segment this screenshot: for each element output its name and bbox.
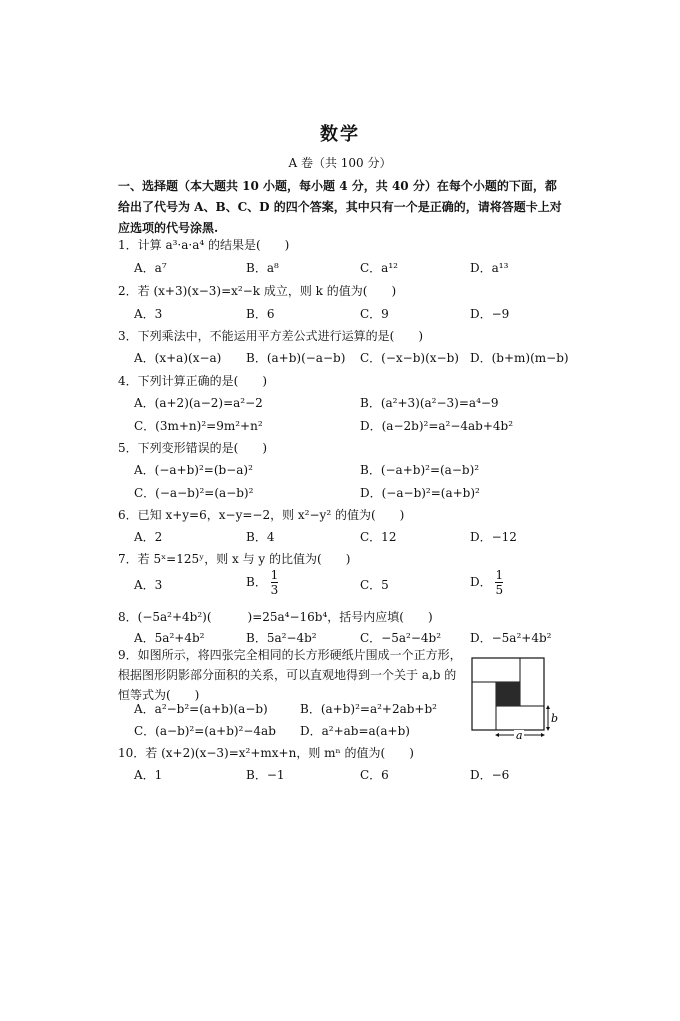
question-9-stem: 9．如图所示，将四张完全相同的长方形硬纸片围成一个正方形，根据图形阴影部分面积的关系，可以直观地得到一个关于 a,b 的恒等式为( ) (118, 648, 462, 702)
rectangle-right (520, 658, 544, 706)
question-6-option-d: D．−12 (470, 530, 517, 544)
fraction-denominator: 5 (495, 583, 504, 597)
fraction-denominator: 3 (270, 583, 279, 597)
question-7-option-b (246, 568, 278, 597)
question-10-option-c: C．6 (360, 768, 389, 782)
a-arrow-left (495, 733, 499, 737)
question-2-option-d: D．−9 (470, 307, 510, 321)
section-intro: 一、选择题（本大题共 10 小题，每小题 4 分，共 40 分）在每个小题的下面，都给出了代号为 A、B、C、D 的四个答案，其中只有一个是正确的，请将答题卡上对应选项的代号涂黑. (118, 179, 562, 235)
question-9-option-c: C．(a−b)²=(a+b)²−4ab (134, 724, 276, 738)
question-2-option-c: C．9 (360, 307, 389, 321)
question-7-option-b-fraction (271, 568, 279, 597)
page-title: 数学 (320, 124, 360, 145)
question-10-option-a: A．1 (134, 768, 163, 782)
question-8-option-b: B．5a²−4b² (246, 631, 317, 645)
shaded-center-square (496, 682, 520, 706)
question-3-stem: 3．下列乘法中，不能运用平方差公式进行运算的是( ) (118, 329, 424, 343)
question-9-option-b: B．(a+b)²=a²+2ab+b² (300, 702, 437, 716)
question-4-option-c: C．(3m+n)²=9m²+n² (134, 419, 263, 433)
question-10-option-b: B．−1 (246, 768, 285, 782)
question-7-option-c: C．5 (360, 578, 389, 592)
rectangle-bottom (496, 706, 544, 730)
a-arrow-right (541, 733, 545, 737)
question-7-option-d-label: D． (470, 575, 492, 589)
question-2-option-b: B．6 (246, 307, 275, 321)
question-6-option-c: C．12 (360, 530, 397, 544)
question-1-option-c: C．a¹² (360, 261, 398, 275)
question-5-option-d: D．(−a−b)²=(a+b)² (360, 486, 480, 500)
question-3-option-d: D．(b+m)(m−b) (470, 351, 569, 365)
question-7-stem: 7．若 5ˣ=125ʸ，则 x 与 y 的比值为( ) (118, 552, 351, 566)
question-1-stem: 1．计算 a³·a·a⁴ 的结果是( ) (118, 238, 290, 252)
section-subtitle: A 卷（共 100 分） (288, 156, 392, 170)
question-10-option-d: D．−6 (470, 768, 510, 782)
question-7-option-d (470, 568, 503, 597)
question-5-option-b: B．(−a+b)²=(a−b)² (360, 463, 480, 477)
question-8-option-d: D．−5a²+4b² (470, 631, 552, 645)
question-1-option-b: B．a⁸ (246, 261, 279, 275)
question-5-option-a: A．(−a+b)²=(b−a)² (134, 463, 253, 477)
question-3-option-c: C．(−x−b)(x−b) (360, 351, 459, 365)
question-3-option-b: B．(a+b)(−a−b) (246, 351, 346, 365)
question-8-stem: 8．(−5a²+4b²)( )=25a⁴−16b⁴，括号内应填( ) (118, 610, 433, 624)
question-4-stem: 4．下列计算正确的是( ) (118, 374, 267, 388)
question-7-option-b-label: B． (246, 575, 267, 589)
question-2-stem: 2．若 (x+3)(x−3)=x²−k 成立，则 k 的值为( ) (118, 284, 397, 298)
question-4-option-b: B．(a²+3)(a²−3)=a⁴−9 (360, 396, 499, 410)
question-7-option-d-fraction (495, 568, 503, 597)
label-a: a (516, 729, 523, 742)
fraction-numerator: 1 (495, 568, 504, 582)
fraction-numerator: 1 (270, 568, 279, 582)
question-10-stem: 10．若 (x+2)(x−3)=x²+mx+n，则 mⁿ 的值为( ) (118, 746, 414, 760)
b-arrow-top (546, 705, 550, 709)
question-2-option-a: A．3 (134, 307, 163, 321)
question-5-stem: 5．下列变形错误的是( ) (118, 441, 267, 455)
question-7-option-a: A．3 (134, 578, 163, 592)
question-1-option-d: D．a¹³ (470, 261, 509, 275)
question-5-option-c: C．(−a−b)²=(a−b)² (134, 486, 254, 500)
rectangle-top (472, 658, 520, 682)
rectangle-left (472, 682, 496, 730)
question-4-option-d: D．(a−2b)²=a²−4ab+4b² (360, 419, 514, 433)
label-b: b (551, 712, 559, 725)
square-rectangles-figure (470, 656, 562, 742)
question-9-option-a: A．a²−b²=(a+b)(a−b) (134, 702, 268, 716)
question-6-option-a: A．2 (134, 530, 163, 544)
b-arrow-bottom (546, 727, 550, 731)
question-8-option-c: C．−5a²−4b² (360, 631, 442, 645)
question-3-option-a: A．(x+a)(x−a) (134, 351, 222, 365)
question-1-option-a: A．a⁷ (134, 261, 167, 275)
question-8-option-a: A．5a²+4b² (134, 631, 205, 645)
question-9-option-d: D．a²+ab=a(a+b) (300, 724, 410, 738)
question-6-stem: 6．已知 x+y=6，x−y=−2，则 x²−y² 的值为( ) (118, 508, 405, 522)
question-4-option-a: A．(a+2)(a−2)=a²−2 (134, 396, 263, 410)
question-6-option-b: B．4 (246, 530, 275, 544)
